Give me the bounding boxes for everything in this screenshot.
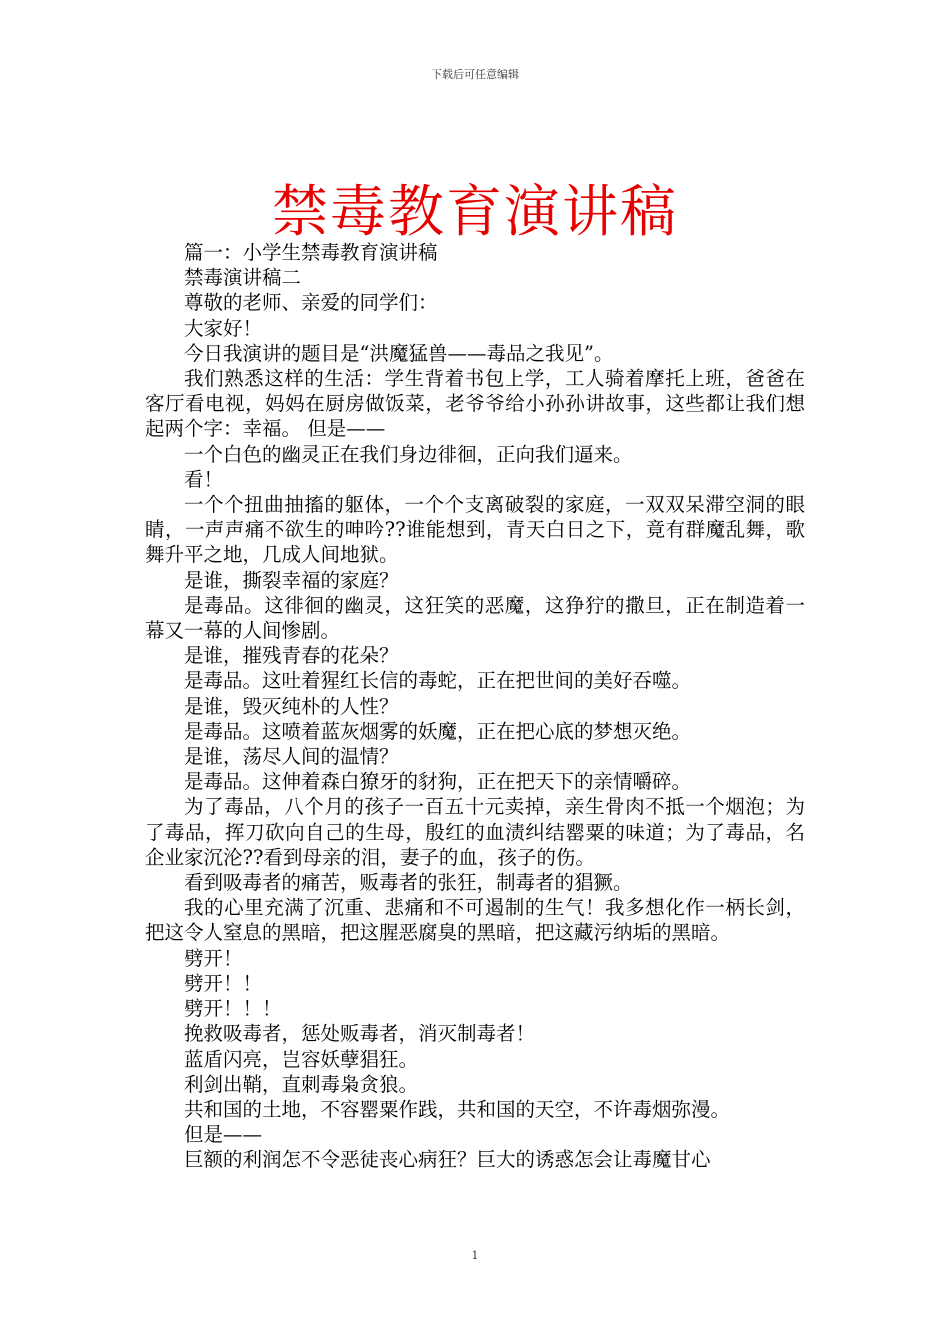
paragraph: 我的心里充满了沉重、悲痛和不可遏制的生气！我多想化作一柄长剑，把这令人窒息的黑暗，把这腥恶腐臭的黑暗，把这藏污纳垢的黑暗。 (145, 896, 805, 945)
paragraph: 劈开！！！ (184, 997, 282, 1021)
paragraph: 篇一：小学生禁毒教育演讲稿 (184, 241, 438, 264)
paragraph: 看到吸毒者的痛苦，贩毒者的张狂，制毒者的猖獗。 (184, 871, 633, 895)
paragraph: 是谁，荡尽人间的温情？ (184, 745, 399, 769)
page-number: 1 (471, 1249, 479, 1262)
paragraph: 是毒品。这伸着森白獠牙的豺狗，正在把天下的亲情嚼碎。 (184, 770, 692, 794)
paragraph: 大家好！ (184, 316, 263, 340)
document-body (145, 240, 805, 1173)
paragraph: 但是—— (184, 1123, 263, 1147)
paragraph: 劈开！ (184, 946, 243, 970)
paragraph: 看！ (184, 467, 224, 491)
paragraph: 挽救吸毒者，惩处贩毒者，消灭制毒者！ (184, 1022, 536, 1046)
paragraph: 是谁，摧残青春的花朵？ (184, 644, 399, 668)
paragraph: 劈开！！ (184, 971, 263, 995)
paragraph: 蓝盾闪亮，岂容妖孽猖狂。 (184, 1047, 419, 1071)
page-header: 下载后可任意编辑 (431, 68, 519, 81)
paragraph: 是谁，毁灭纯朴的人性？ (184, 694, 399, 718)
paragraph: 禁毒演讲稿二 (184, 266, 302, 290)
paragraph: 一个白色的幽灵正在我们身边徘徊，正向我们逼来。 (184, 442, 633, 466)
paragraph: 一个个扭曲抽搐的躯体，一个个支离破裂的家庭，一双双呆滞空洞的眼睛，一声声痛不欲生的呻吟??谁能想到，青天白日之下，竟有群魔乱舞，歌舞升平之地，几成人间地狱。 (145, 493, 805, 567)
paragraph: 是毒品。这吐着猩红长信的毒蛇，正在把世间的美好吞噬。 (184, 669, 692, 693)
paragraph: 利剑出鞘，直刺毒枭贪狼。 (184, 1072, 419, 1096)
paragraph: 是谁，撕裂幸福的家庭？ (184, 568, 399, 592)
document-title: 禁毒教育演讲稿 (272, 179, 678, 245)
paragraph: 尊敬的老师、亲爱的同学们： (184, 291, 438, 315)
paragraph: 我们熟悉这样的生活：学生背着书包上学，工人骑着摩托上班，爸爸在客厅看电视，妈妈在厨房做饭菜，老爷爷给小孙孙讲故事，这些都让我们想起两个字：幸福。 但是—— (145, 367, 805, 441)
paragraph: 为了毒品，八个月的孩子一百五十元卖掉，亲生骨肉不抵一个烟泡；为了毒品，挥刀砍向自己的生母，殷红的血渍纠结罂粟的味道；为了毒品，名企业家沉沦??看到母亲的泪，妻子的血，孩子的伤。 (145, 795, 805, 869)
paragraph: 今日我演讲的题目是“洪魔猛兽——毒品之我见”。 (184, 341, 614, 365)
paragraph: 是毒品。这徘徊的幽灵，这狂笑的恶魔，这狰狞的撒旦，正在制造着一幕又一幕的人间惨剧。 (145, 593, 805, 643)
paragraph: 是毒品。这喷着蓝灰烟雾的妖魔，正在把心底的梦想灭绝。 (184, 719, 692, 743)
paragraph: 巨额的利润怎不令恶徒丧心病狂？巨大的诱惑怎会让毒魔甘心 (184, 1148, 711, 1172)
paragraph: 共和国的土地，不容罂粟作践，共和国的天空，不许毒烟弥漫。 (184, 1097, 731, 1121)
